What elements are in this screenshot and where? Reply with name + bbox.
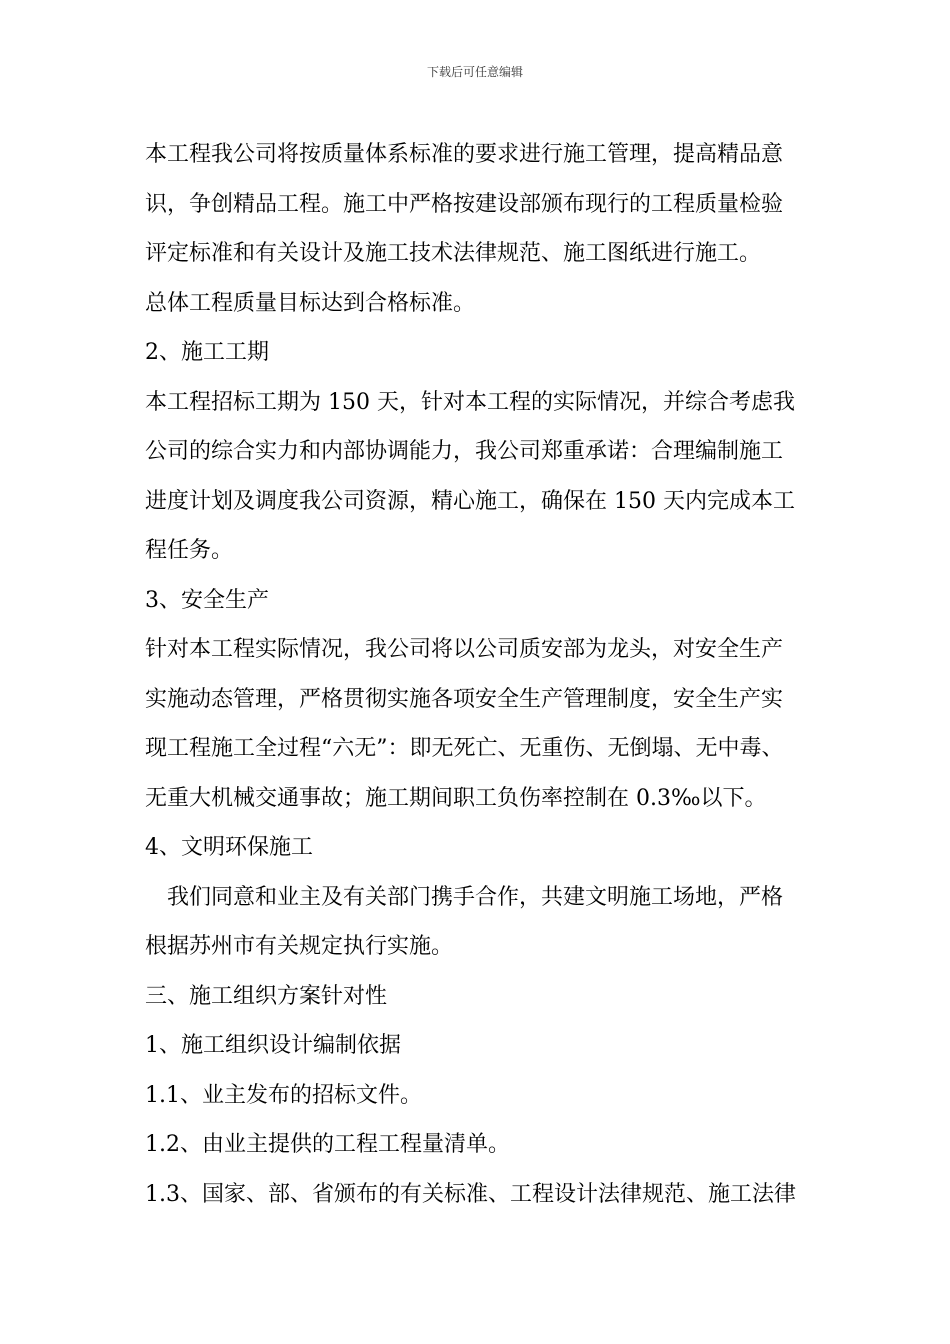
text-line: 无重大机械交通事故；施工期间职工负伤率控制在 0.3‰以下。 bbox=[145, 785, 767, 811]
text-line: 识，争创精品工程。施工中严格按建设部颁布现行的工程质量检验 bbox=[145, 191, 784, 217]
text-line: 1.1、业主发布的招标文件。 bbox=[145, 1082, 422, 1108]
text-line: 针对本工程实际情况，我公司将以公司质安部为龙头，对安全生产 bbox=[145, 637, 784, 662]
text-line: 我们同意和业主及有关部门携手合作，共建文明施工场地，严格 bbox=[145, 884, 784, 910]
text-line: 本工程我公司将按质量体系标准的要求进行施工管理，提高精品意 bbox=[145, 142, 784, 167]
text-line: 3、安全生产 bbox=[145, 587, 269, 613]
text-line: 公司的综合实力和内部协调能力，我公司郑重承诺：合理编制施工 bbox=[145, 439, 784, 464]
text-line: 1.2、由业主提供的工程工程量清单。 bbox=[145, 1132, 510, 1157]
text-line: 总体工程质量目标达到合格标准。 bbox=[145, 290, 476, 316]
text-line: 程任务。 bbox=[145, 538, 234, 563]
text-line: 实施动态管理，严格贯彻实施各项安全生产管理制度，安全生产实 bbox=[145, 686, 784, 712]
text-line: 现工程施工全过程“六无”：即无死亡、无重伤、无倒塌、无中毒、 bbox=[145, 736, 784, 761]
text-line: 2、施工工期 bbox=[145, 340, 269, 365]
text-line: 4、文明环保施工 bbox=[145, 835, 313, 860]
text-line: 三、施工组织方案针对性 bbox=[145, 983, 388, 1009]
text-line: 1.3、国家、部、省颁布的有关标准、工程设计法律规范、施工法律 bbox=[145, 1181, 796, 1207]
text-line: 评定标准和有关设计及施工技术法律规范、施工图纸进行施工。 bbox=[145, 241, 762, 266]
text-line: 本工程招标工期为 150 天，针对本工程的实际情况，并综合考虑我 bbox=[145, 389, 795, 415]
page-header: 下载后可任意编辑 bbox=[426, 65, 523, 79]
document-body bbox=[145, 130, 835, 1219]
text-line: 1、施工组织设计编制依据 bbox=[145, 1033, 401, 1058]
text-line: 进度计划及调度我公司资源，精心施工，确保在 150 天内完成本工 bbox=[145, 488, 795, 514]
text-line: 根据苏州市有关规定执行实施。 bbox=[145, 934, 454, 959]
